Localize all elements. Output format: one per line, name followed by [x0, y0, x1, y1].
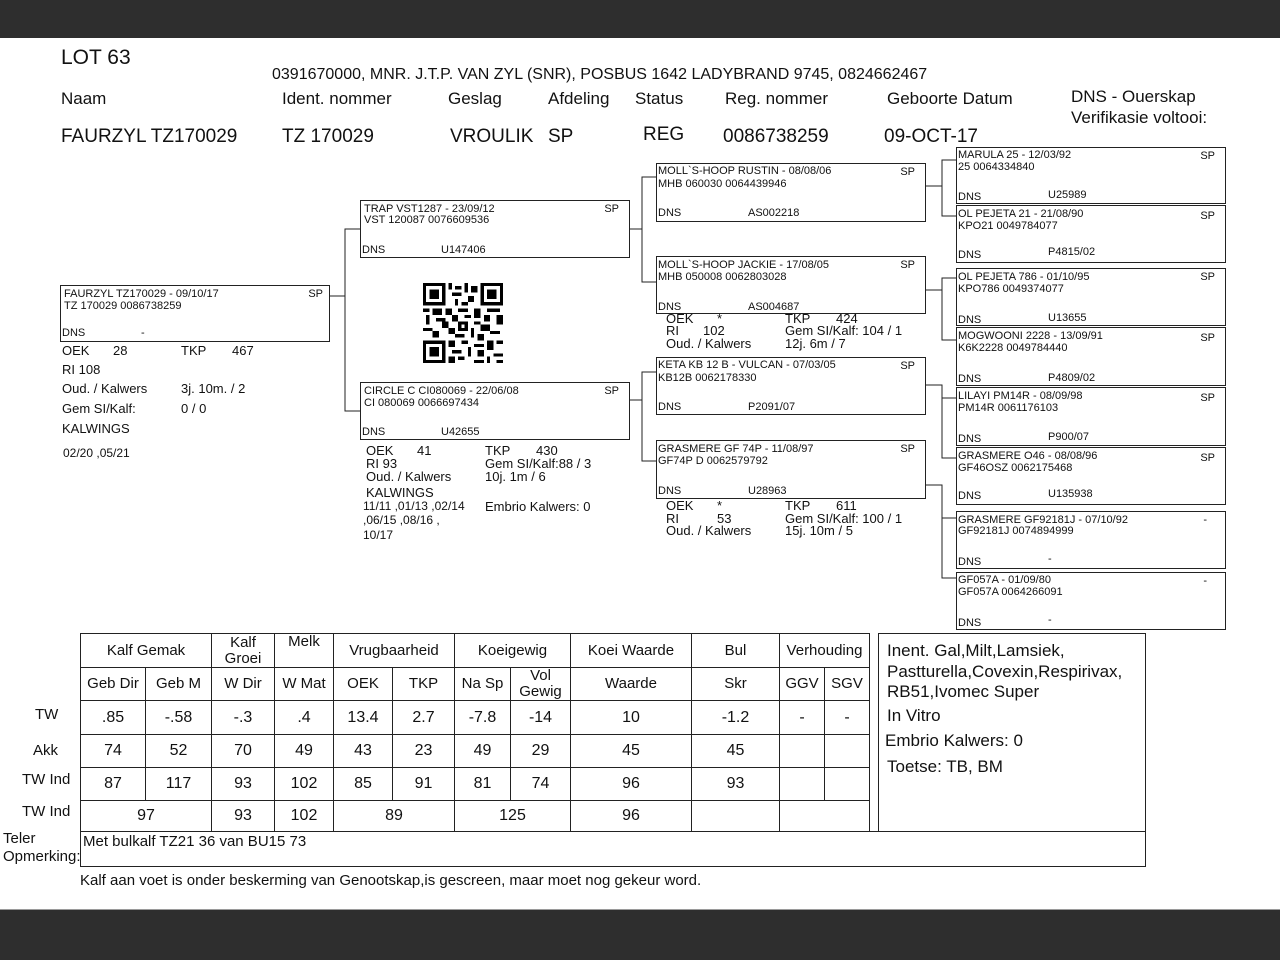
- table-row: [81, 768, 870, 801]
- dam-kalwings-dates-3: 10/17: [363, 528, 394, 542]
- group-bul: Bul: [692, 634, 780, 668]
- dam-ids: CI 080069 0066697434: [364, 397, 479, 409]
- sire-dns-value: U147406: [441, 244, 486, 256]
- g2-dns-value: P4815/02: [1048, 246, 1096, 258]
- index-cell: [692, 801, 780, 832]
- table-cell: .85: [81, 701, 146, 735]
- animal-ri: RI 108: [62, 362, 101, 377]
- sd-dns-value: AS004687: [748, 301, 800, 313]
- dam-oud-value: 10j. 1m / 6: [485, 469, 546, 484]
- dd-ri-value: 53: [717, 511, 732, 526]
- g3-title: OL PEJETA 786 - 01/10/95: [958, 271, 1090, 283]
- row-label-tw-ind: TW Ind: [22, 771, 71, 788]
- g2-title: OL PEJETA 21 - 21/08/90: [958, 208, 1084, 220]
- sire-ids: VST 120087 0076609536: [364, 214, 490, 226]
- dd-title: GRASMERE GF 74P - 11/08/97: [658, 443, 814, 455]
- dns-label-2: Verifikasie voltooi:: [1071, 108, 1208, 127]
- g6-dns-label: DNS: [958, 490, 982, 502]
- table-cell: 85: [334, 768, 393, 801]
- dam-oek-value: 41: [417, 443, 432, 458]
- label-dob: Geboorte Datum: [887, 89, 1013, 108]
- g4-tag: SP: [1200, 332, 1215, 344]
- pedigree-box-sire: [360, 200, 630, 258]
- animal-gem-value: 0 / 0: [181, 401, 207, 416]
- ds-ids: KB12B 0062178330: [658, 372, 757, 384]
- ds-dns-label: DNS: [658, 401, 682, 413]
- dam-embrio: Embrio Kalwers: 0: [485, 499, 591, 514]
- table-cell: 2.7: [393, 701, 455, 735]
- value-status: REG: [643, 124, 685, 145]
- bottom-dark-bar: [0, 922, 1280, 960]
- table-cell: 96: [571, 768, 692, 801]
- table-cell: -14: [511, 701, 571, 735]
- animal-dns-value: -: [141, 327, 145, 339]
- pedigree-box-dam-sire: [656, 357, 926, 415]
- group-melk: Melk: [275, 634, 334, 668]
- col-waarde: Waarde: [571, 668, 692, 701]
- notes-line-2: Pastturella,Covexin,Respirivax,: [887, 662, 1123, 681]
- g1-title: MARULA 25 - 12/03/92: [958, 149, 1072, 161]
- sd-tag: SP: [900, 259, 915, 271]
- table-cell: 87: [81, 768, 146, 801]
- index-cell: 102: [275, 801, 334, 832]
- table-cell: -7.8: [455, 701, 511, 735]
- sd-oek-label: OEK: [666, 311, 694, 326]
- page-divider: [0, 909, 1280, 910]
- g8-dns-label: DNS: [958, 617, 982, 629]
- g2-ids: KPO21 0049784077: [958, 220, 1058, 232]
- dd-tkp-value: 611: [836, 498, 857, 513]
- pedigree-box-ggp-1: [956, 147, 1226, 204]
- dam-tkp-label: TKP: [485, 443, 511, 458]
- g8-ids: GF057A 0064266091: [958, 586, 1063, 598]
- table-index-row: [81, 801, 870, 832]
- dd-oek-label: OEK: [666, 498, 694, 513]
- table-cell: 13.4: [334, 701, 393, 735]
- ss-title: MOLL`S-HOOP RUSTIN - 08/08/06: [658, 165, 832, 177]
- remarks-label-1: Teler: [3, 830, 36, 847]
- table-cell: 43: [334, 735, 393, 768]
- animal-tkp-value: 467: [232, 343, 254, 358]
- value-name: FAURZYL TZ170029: [61, 126, 238, 147]
- table-cell: 70: [212, 735, 275, 768]
- g8-tag: -: [1203, 575, 1207, 587]
- table-cell: 93: [212, 768, 275, 801]
- pedigree-box-ggp-2: [956, 205, 1226, 263]
- label-id: Ident. nommer: [282, 89, 392, 108]
- table-cell: 93: [692, 768, 780, 801]
- table-cell: 45: [692, 735, 780, 768]
- label-section: Afdeling: [548, 89, 610, 108]
- g8-dns-value: -: [1048, 614, 1052, 626]
- group-verhouding: Verhouding: [780, 634, 870, 668]
- sd-ids: MHB 050008 0062803028: [658, 271, 787, 283]
- remarks-text: Met bulkalf TZ21 36 van BU15 73: [83, 833, 307, 850]
- value-reg: 0086738259: [723, 126, 829, 147]
- animal-oek-label: OEK: [62, 343, 90, 358]
- table-cell: -: [780, 701, 825, 735]
- pedigree-box-dam: [360, 382, 630, 440]
- pedigree-box-sire-sire: [656, 163, 926, 222]
- animal-oek-value: 28: [113, 343, 128, 358]
- dam-oud-label: Oud. / Kalwers: [366, 469, 452, 484]
- pedigree-box-ggp-3: [956, 268, 1226, 326]
- sd-oud-value: 12j. 6m / 7: [785, 336, 846, 351]
- dam-ri: RI 93: [366, 456, 398, 471]
- g7-ids: GF92181J 0074894999: [958, 525, 1074, 537]
- g1-dns-value: U25989: [1048, 189, 1087, 201]
- sd-tkp-value: 424: [836, 311, 858, 326]
- remarks-box: [80, 831, 1146, 867]
- ds-dns-value: P2091/07: [748, 401, 796, 413]
- table-cell: 91: [393, 768, 455, 801]
- value-sex: VROULIK: [450, 126, 534, 147]
- dam-oek-label: OEK: [366, 443, 394, 458]
- value-section: SP: [548, 126, 574, 147]
- pedigree-box-animal: [60, 285, 330, 342]
- animal-title: FAURZYL TZ170029 - 09/10/17: [64, 288, 219, 300]
- col-sgv: SGV: [825, 668, 870, 701]
- group-koeigewig: Koeigewig: [455, 634, 571, 668]
- pedigree-box-ggp-4: [956, 327, 1226, 386]
- dd-tkp-label: TKP: [785, 498, 811, 513]
- g7-title: GRASMERE GF92181J - 07/10/92: [958, 514, 1128, 526]
- table-cell: 49: [275, 735, 334, 768]
- col-vol-gewig: Vol Gewig: [511, 668, 571, 701]
- g1-tag: SP: [1200, 150, 1215, 162]
- animal-tag: SP: [308, 288, 323, 300]
- col-skr: Skr: [692, 668, 780, 701]
- table-cell: 102: [275, 768, 334, 801]
- table-cell: 74: [81, 735, 146, 768]
- value-id: TZ 170029: [282, 126, 374, 147]
- index-cell: [780, 801, 870, 832]
- index-cell: 96: [571, 801, 692, 832]
- animal-tkp-label: TKP: [181, 343, 207, 358]
- col-geb-m: Geb M: [146, 668, 212, 701]
- col-w-dir: W Dir: [212, 668, 275, 701]
- notes-line-4: In Vitro: [887, 706, 941, 725]
- col-oek: OEK: [334, 668, 393, 701]
- animal-dns-label: DNS: [62, 327, 86, 339]
- sd-oud-label: Oud. / Kalwers: [666, 336, 752, 351]
- animal-ids: TZ 170029 0086738259: [64, 300, 182, 312]
- col-ggv: GGV: [780, 668, 825, 701]
- g6-title: GRASMERE O46 - 08/08/96: [958, 450, 1098, 462]
- table-cell: 45: [571, 735, 692, 768]
- dd-dns-label: DNS: [658, 485, 682, 497]
- group-kalf-gemak: Kalf Gemak: [81, 634, 212, 668]
- g7-dns-value: -: [1048, 553, 1052, 565]
- notes-line-6: Toetse: TB, BM: [887, 757, 1003, 776]
- g5-dns-label: DNS: [958, 433, 982, 445]
- table-cell: -.58: [146, 701, 212, 735]
- dam-title: CIRCLE C CI080069 - 22/06/08: [364, 385, 519, 397]
- animal-oud-value: 3j. 10m. / 2: [181, 381, 246, 396]
- dd-ri-label: RI: [666, 511, 679, 526]
- table-row: [81, 735, 870, 768]
- row-label-tw-ind-2: TW Ind: [22, 803, 71, 820]
- sire-dns-label: DNS: [362, 244, 386, 256]
- dd-ids: GF74P D 0062579792: [658, 455, 768, 467]
- index-cell: 89: [334, 801, 455, 832]
- index-cell: 93: [212, 801, 275, 832]
- notes-line-1: Inent. Gal,Milt,Lamsiek,: [887, 641, 1065, 660]
- table-cell: -: [825, 701, 870, 735]
- sd-ri-value: 102: [703, 323, 725, 338]
- table-cell: 117: [146, 768, 212, 801]
- pedigree-box-ggp-6: [956, 447, 1226, 505]
- table-cell: -1.2: [692, 701, 780, 735]
- value-dob: 09-OCT-17: [884, 126, 978, 147]
- g6-tag: SP: [1200, 452, 1215, 464]
- col-geb-dir: Geb Dir: [81, 668, 146, 701]
- dd-oud-value: 15j. 10m / 5: [785, 523, 853, 538]
- g3-tag: SP: [1200, 271, 1215, 283]
- label-status: Status: [635, 89, 684, 108]
- dam-kalwings-dates-1: 11/11 ,01/13 ,02/14: [363, 499, 465, 513]
- owner-line: 0391670000, MNR. J.T.P. VAN ZYL (SNR), POSBUS 1642 LADYBRAND 9745, 0824662467: [272, 66, 928, 83]
- dd-oud-label: Oud. / Kalwers: [666, 523, 752, 538]
- g7-dns-label: DNS: [958, 556, 982, 568]
- dd-gem: Gem SI/Kalf: 100 / 1: [785, 511, 903, 526]
- dam-dns-value: U42655: [441, 426, 480, 438]
- sd-dns-label: DNS: [658, 301, 682, 313]
- g4-dns-label: DNS: [958, 373, 982, 385]
- table-cell: 81: [455, 768, 511, 801]
- ss-ids: MHB 060030 0064439946: [658, 178, 787, 190]
- table-group-header-row: [81, 634, 870, 668]
- g2-dns-label: DNS: [958, 249, 982, 261]
- sire-tag: SP: [604, 203, 619, 215]
- g5-tag: SP: [1200, 392, 1215, 404]
- group-kalf-groei: Kalf Groei: [212, 634, 275, 668]
- dam-gem: Gem SI/Kalf:88 / 3: [485, 456, 592, 471]
- table-row: [81, 701, 870, 735]
- ss-dns-value: AS002218: [748, 207, 800, 219]
- col-w-mat: W Mat: [275, 668, 334, 701]
- dam-kalwings-dates-2: ,06/15 ,08/16 ,: [363, 513, 440, 527]
- table-cell: 74: [511, 768, 571, 801]
- sd-ri-label: RI: [666, 323, 679, 338]
- g2-tag: SP: [1200, 210, 1215, 222]
- sd-tkp-label: TKP: [785, 311, 811, 326]
- ss-dns-label: DNS: [658, 207, 682, 219]
- table-cell: 49: [455, 735, 511, 768]
- pedigree-box-ggp-5: [956, 387, 1226, 446]
- row-label-tw: TW: [35, 706, 59, 723]
- g3-ids: KPO786 0049374077: [958, 283, 1064, 295]
- row-label-akk: Akk: [33, 742, 59, 759]
- table-subheader-row: [81, 668, 870, 701]
- table-cell: -.3: [212, 701, 275, 735]
- ebv-table: [80, 633, 870, 832]
- table-cell: .4: [275, 701, 334, 735]
- qr-code-icon: [420, 283, 506, 363]
- dam-tkp-value: 430: [536, 443, 558, 458]
- notes-line-3: RB51,Ivomec Super: [887, 682, 1040, 701]
- table-cell: 52: [146, 735, 212, 768]
- animal-kalwings: KALWINGS: [62, 421, 130, 436]
- sd-oek-value: *: [717, 311, 723, 326]
- group-koei-waarde: Koei Waarde: [571, 634, 692, 668]
- pedigree-box-ggp-8: [956, 572, 1226, 630]
- table-cell: 23: [393, 735, 455, 768]
- ss-tag: SP: [900, 166, 915, 178]
- footer-note: Kalf aan voet is onder beskerming van Genootskap,is gescreen, maar moet nog gekeur word.: [80, 872, 702, 889]
- g4-title: MOGWOONI 2228 - 13/09/91: [958, 330, 1103, 342]
- g7-tag: -: [1203, 514, 1207, 526]
- dam-kalwings: KALWINGS: [366, 485, 434, 500]
- table-cell: [780, 768, 825, 801]
- label-reg: Reg. nommer: [725, 89, 828, 108]
- ds-title: KETA KB 12 B - VULCAN - 07/03/05: [658, 359, 836, 371]
- table-cell: [825, 735, 870, 768]
- g4-dns-value: P4809/02: [1048, 372, 1096, 384]
- g5-title: LILAYI PM14R - 08/09/98: [958, 390, 1083, 402]
- pedigree-box-dam-dam: [656, 440, 926, 499]
- g6-ids: GF46OSZ 0062175468: [958, 462, 1073, 474]
- dam-dns-label: DNS: [362, 426, 386, 438]
- label-sex: Geslag: [448, 89, 502, 108]
- index-cell: 97: [81, 801, 212, 832]
- sd-title: MOLL`S-HOOP JACKIE - 17/08/05: [658, 259, 829, 271]
- g8-title: GF057A - 01/09/80: [958, 574, 1051, 586]
- dd-dns-value: U28963: [748, 485, 787, 497]
- col-tkp: TKP: [393, 668, 455, 701]
- g6-dns-value: U135938: [1048, 488, 1093, 500]
- g3-dns-value: U13655: [1048, 312, 1087, 324]
- dns-label-1: DNS - Ouerskap: [1071, 87, 1196, 106]
- table-cell: [825, 768, 870, 801]
- notes-line-5: Embrio Kalwers: 0: [885, 731, 1023, 750]
- g4-ids: K6K2228 0049784440: [958, 342, 1068, 354]
- table-cell: 29: [511, 735, 571, 768]
- g5-dns-value: P900/07: [1048, 431, 1089, 443]
- label-name: Naam: [61, 89, 107, 108]
- dd-tag: SP: [900, 443, 915, 455]
- group-vrugbaarheid: Vrugbaarheid: [334, 634, 455, 668]
- table-cell: 10: [571, 701, 692, 735]
- index-cell: 125: [455, 801, 571, 832]
- animal-oud-label: Oud. / Kalwers: [62, 381, 148, 396]
- table-cell: [780, 735, 825, 768]
- sire-title: TRAP VST1287 - 23/09/12: [364, 203, 495, 215]
- pedigree-box-ggp-7: [956, 511, 1226, 569]
- pedigree-box-sire-dam: [656, 256, 926, 314]
- animal-kalwings-dates: 02/20 ,05/21: [63, 446, 130, 460]
- animal-gem-label: Gem SI/Kalf:: [62, 401, 136, 416]
- g1-ids: 25 0064334840: [958, 161, 1035, 173]
- ds-tag: SP: [900, 360, 915, 372]
- remarks-label-2: Opmerking:: [3, 848, 81, 865]
- dd-oek-value: *: [717, 498, 723, 513]
- sd-gem: Gem SI/Kalf: 104 / 1: [785, 323, 903, 338]
- g5-ids: PM14R 0061176103: [958, 402, 1059, 414]
- g1-dns-label: DNS: [958, 191, 982, 203]
- g3-dns-label: DNS: [958, 314, 982, 326]
- dam-tag: SP: [604, 385, 619, 397]
- health-notes-box: [878, 633, 1146, 832]
- col-na-sp: Na Sp: [455, 668, 511, 701]
- lot-number: LOT 63: [61, 46, 131, 69]
